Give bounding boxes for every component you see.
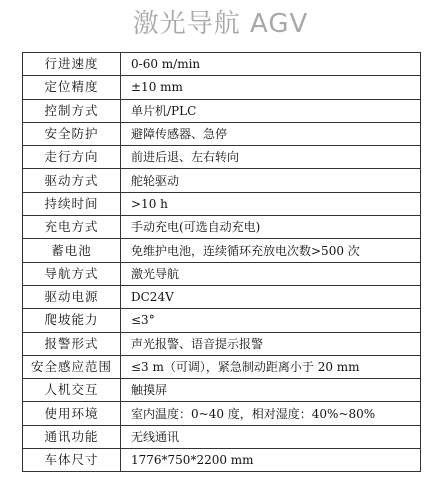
table-row: [23, 169, 421, 192]
spec-label: 定位精度: [23, 76, 121, 99]
spec-label: 走行方向: [23, 146, 121, 169]
table-row: [23, 332, 421, 355]
spec-value: 无线通讯: [121, 425, 421, 448]
spec-value: 室内温度：0~40 度，相对湿度：40%~80%: [121, 402, 421, 425]
spec-value: >10 h: [121, 192, 421, 215]
spec-value: 激光导航: [121, 262, 421, 285]
table-row: [23, 239, 421, 262]
spec-table: [22, 52, 421, 472]
table-row: [23, 53, 421, 76]
table-row: [23, 122, 421, 145]
spec-label: 蓄电池: [23, 239, 121, 262]
table-row: [23, 425, 421, 448]
spec-label: 使用环境: [23, 402, 121, 425]
spec-label: 驱动电源: [23, 285, 121, 308]
spec-value: 避障传感器、急停: [121, 122, 421, 145]
spec-value: 舵轮驱动: [121, 169, 421, 192]
spec-label: 人机交互: [23, 379, 121, 402]
spec-value: ≤3°: [121, 309, 421, 332]
spec-value: ±10 mm: [121, 76, 421, 99]
spec-label: 安全防护: [23, 122, 121, 145]
table-row: [23, 76, 421, 99]
spec-value: ≤3 m（可调），紧急制动距离小于 20 mm: [121, 355, 421, 378]
spec-value: 免维护电池，连续循环充放电次数>500 次: [121, 239, 421, 262]
spec-label: 持续时间: [23, 192, 121, 215]
table-row: [23, 285, 421, 308]
spec-value: 前进后退、左右转向: [121, 146, 421, 169]
spec-value: 声光报警、语音提示报警: [121, 332, 421, 355]
spec-label: 充电方式: [23, 216, 121, 239]
table-row: [23, 192, 421, 215]
spec-label: 爬坡能力: [23, 309, 121, 332]
table-row: [23, 309, 421, 332]
table-row: [23, 449, 421, 472]
spec-label: 通讯功能: [23, 425, 121, 448]
table-row: [23, 379, 421, 402]
spec-label: 行进速度: [23, 53, 121, 76]
table-row: [23, 262, 421, 285]
table-row: [23, 355, 421, 378]
table-row: [23, 146, 421, 169]
spec-value: DC24V: [121, 285, 421, 308]
spec-value: 1776*750*2200 mm: [121, 449, 421, 472]
table-row: [23, 402, 421, 425]
table-row: [23, 216, 421, 239]
table-row: [23, 99, 421, 122]
spec-label: 报警形式: [23, 332, 121, 355]
spec-label: 安全感应范围: [23, 355, 121, 378]
spec-label: 驱动方式: [23, 169, 121, 192]
spec-label: 导航方式: [23, 262, 121, 285]
spec-value: 手动充电(可选自动充电): [121, 216, 421, 239]
spec-value: 触摸屏: [121, 379, 421, 402]
spec-label: 控制方式: [23, 99, 121, 122]
page-title: 激光导航 AGV: [132, 9, 309, 39]
spec-label: 车体尺寸: [23, 449, 121, 472]
spec-value: 单片机/PLC: [121, 99, 421, 122]
spec-value: 0-60 m/min: [121, 53, 421, 76]
